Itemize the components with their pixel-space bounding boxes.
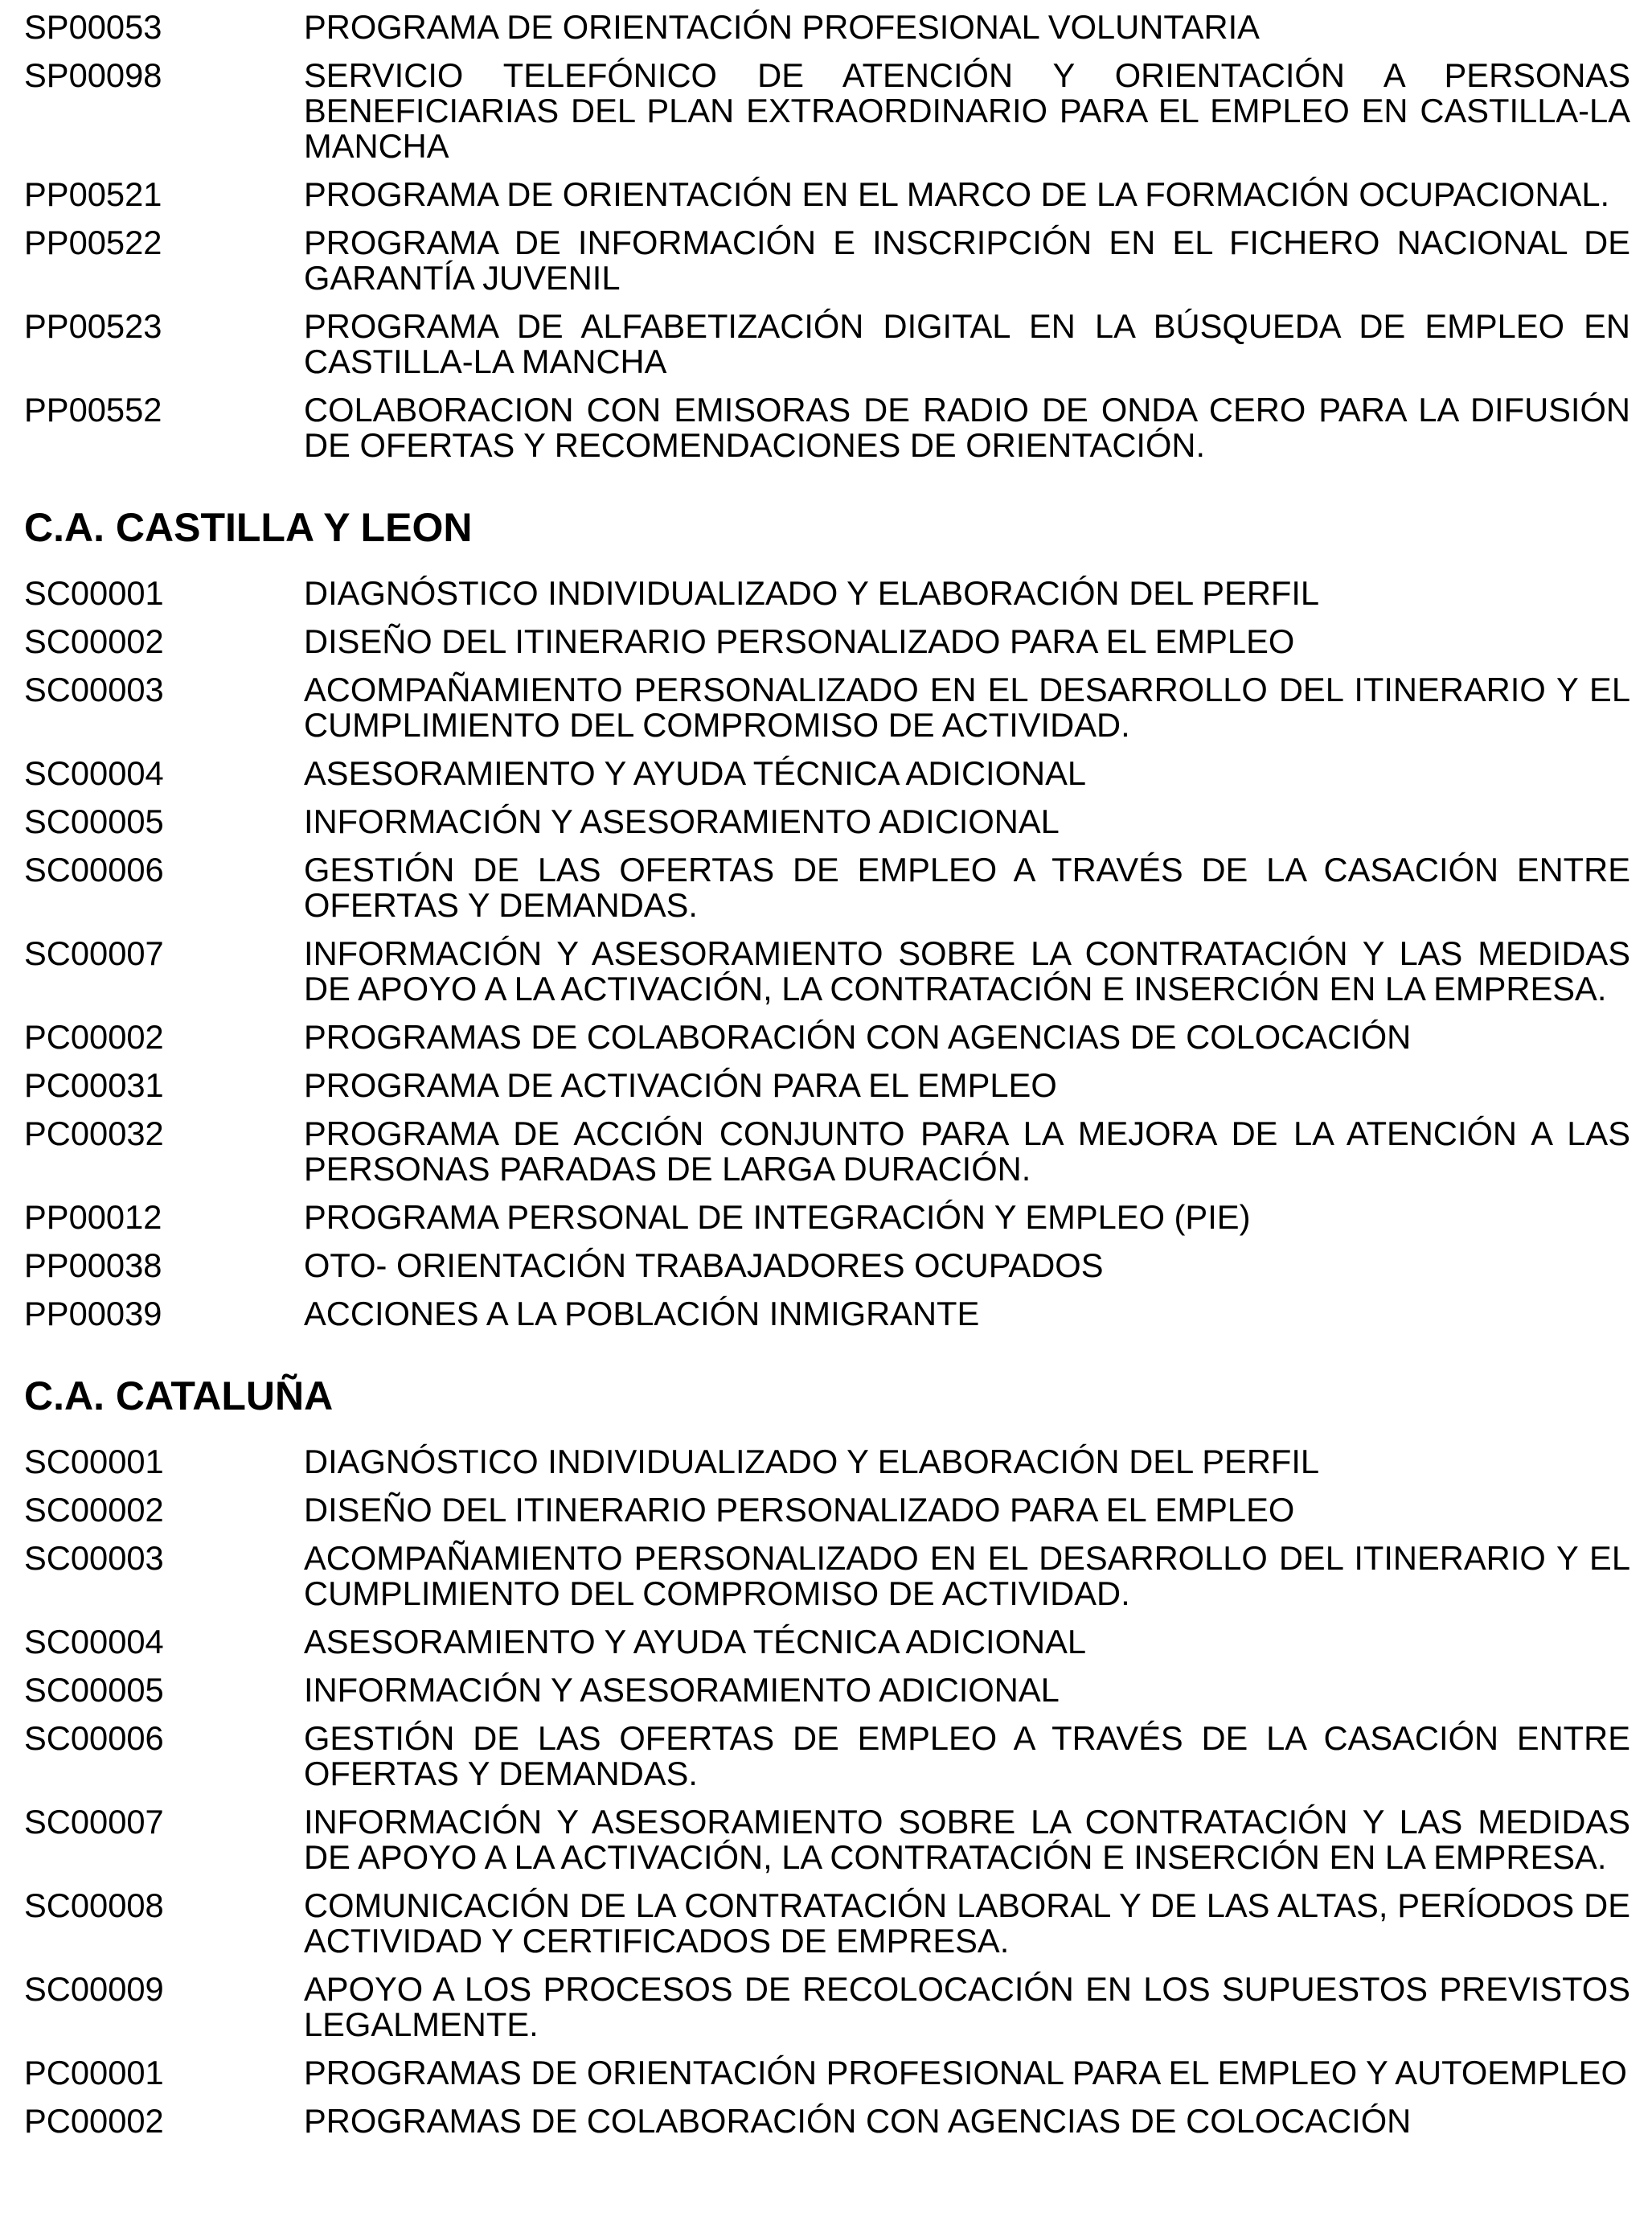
program-code: SP00098: [24, 56, 162, 94]
program-description: PROGRAMA DE ORIENTACIÓN EN EL MARCO DE LA FORMACIÓN OCUPACIONAL.: [304, 175, 1610, 213]
region-heading: C.A. CASTILLA Y LEON: [24, 505, 473, 550]
program-entries: [24, 576, 1652, 1332]
program-code: SC00004: [24, 1623, 164, 1660]
program-entry: [24, 392, 1652, 463]
program-entries: [24, 1444, 1652, 2139]
program-entry: [24, 1972, 1652, 2042]
program-entry: [24, 1541, 1652, 1611]
program-code: SC00005: [24, 802, 164, 840]
program-entries: [24, 10, 1652, 463]
program-code: PC00002: [24, 2102, 164, 2140]
program-code: PC00032: [24, 1114, 164, 1152]
program-description: COMUNICACIÓN DE LA CONTRATACIÓN LABORAL Y DE LAS ALTAS, PERÍODOS DE ACTIVIDAD Y CERTIFICADOS DE EMPRESA.: [304, 1886, 1630, 1960]
program-description: ASESORAMIENTO Y AYUDA TÉCNICA ADICIONAL: [304, 754, 1087, 792]
program-entry: [24, 2055, 1652, 2091]
program-entry: [24, 1624, 1652, 1660]
program-entry: [24, 1721, 1652, 1792]
program-code: SC00006: [24, 1719, 164, 1757]
program-description: PROGRAMAS DE COLABORACIÓN CON AGENCIAS DE COLOCACIÓN: [304, 1018, 1412, 1056]
program-description: DIAGNÓSTICO INDIVIDUALIZADO Y ELABORACIÓN DEL PERFIL: [304, 574, 1320, 612]
program-description: PROGRAMA PERSONAL DE INTEGRACIÓN Y EMPLEO (PIE): [304, 1198, 1251, 1236]
program-code: SC00007: [24, 934, 164, 972]
program-description: GESTIÓN DE LAS OFERTAS DE EMPLEO A TRAVÉS DE LA CASACIÓN ENTRE OFERTAS Y DEMANDAS.: [304, 1719, 1630, 1792]
program-description: COLABORACION CON EMISORAS DE RADIO DE ONDA CERO PARA LA DIFUSIÓN DE OFERTAS Y RECOMENDACIONES DE ORIENTACIÓN.: [304, 391, 1630, 464]
program-code: PC00002: [24, 1018, 164, 1056]
program-code: SC00003: [24, 1539, 164, 1577]
program-description: OTO- ORIENTACIÓN TRABAJADORES OCUPADOS: [304, 1246, 1104, 1284]
program-entry: [24, 1296, 1652, 1332]
region-heading: C.A. CATALUÑA: [24, 1373, 334, 1418]
program-description: INFORMACIÓN Y ASESORAMIENTO SOBRE LA CONTRATACIÓN Y LAS MEDIDAS DE APOYO A LA ACTIVACIÓN, LA CONTRATACIÓN E INSERCIÓN EN LA EMPRESA.: [304, 1803, 1630, 1876]
program-description: PROGRAMA DE INFORMACIÓN E INSCRIPCIÓN EN EL FICHERO NACIONAL DE GARANTÍA JUVENIL: [304, 224, 1630, 297]
region-section: [24, 505, 1652, 1332]
program-description: PROGRAMA DE ALFABETIZACIÓN DIGITAL EN LA BÚSQUEDA DE EMPLEO EN CASTILLA-LA MANCHA: [304, 307, 1630, 380]
program-code: SP00053: [24, 8, 162, 46]
program-entry: [24, 2104, 1652, 2139]
program-description: PROGRAMAS DE ORIENTACIÓN PROFESIONAL PARA EL EMPLEO Y AUTOEMPLEO: [304, 2054, 1627, 2091]
program-entry: [24, 1492, 1652, 1528]
program-code: PC00031: [24, 1066, 164, 1104]
program-entry: [24, 10, 1652, 45]
program-entry: [24, 1116, 1652, 1187]
program-code: PP00522: [24, 224, 162, 261]
program-code: PP00523: [24, 307, 162, 345]
program-description: GESTIÓN DE LAS OFERTAS DE EMPLEO A TRAVÉS DE LA CASACIÓN ENTRE OFERTAS Y DEMANDAS.: [304, 851, 1630, 924]
program-entry: [24, 756, 1652, 791]
program-description: ACCIONES A LA POBLACIÓN INMIGRANTE: [304, 1295, 980, 1332]
program-description: DISEÑO DEL ITINERARIO PERSONALIZADO PARA EL EMPLEO: [304, 1491, 1295, 1529]
program-description: INFORMACIÓN Y ASESORAMIENTO ADICIONAL: [304, 802, 1060, 840]
program-entry: [24, 624, 1652, 659]
program-code: PP00552: [24, 391, 162, 429]
program-entry: [24, 672, 1652, 743]
program-description: INFORMACIÓN Y ASESORAMIENTO SOBRE LA CONTRATACIÓN Y LAS MEDIDAS DE APOYO A LA ACTIVACIÓN, LA CONTRATACIÓN E INSERCIÓN EN LA EMPRESA.: [304, 934, 1630, 1008]
program-description: PROGRAMA DE ORIENTACIÓN PROFESIONAL VOLUNTARIA: [304, 8, 1260, 46]
program-description: INFORMACIÓN Y ASESORAMIENTO ADICIONAL: [304, 1671, 1060, 1709]
program-entry: [24, 1068, 1652, 1103]
program-entry: [24, 309, 1652, 380]
program-entry: [24, 1248, 1652, 1283]
program-entry: [24, 1020, 1652, 1055]
program-description: PROGRAMA DE ACCIÓN CONJUNTO PARA LA MEJORA DE LA ATENCIÓN A LAS PERSONAS PARADAS DE LARGA DURACIÓN.: [304, 1114, 1630, 1188]
program-listing: [24, 10, 1652, 2139]
program-description: DISEÑO DEL ITINERARIO PERSONALIZADO PARA EL EMPLEO: [304, 622, 1295, 660]
program-entry: [24, 1444, 1652, 1480]
program-entry: [24, 58, 1652, 164]
program-code: SC00001: [24, 1443, 164, 1480]
program-code: SC00002: [24, 1491, 164, 1529]
program-entry: [24, 1673, 1652, 1708]
program-description: ASESORAMIENTO Y AYUDA TÉCNICA ADICIONAL: [304, 1623, 1087, 1660]
program-description: DIAGNÓSTICO INDIVIDUALIZADO Y ELABORACIÓN DEL PERFIL: [304, 1443, 1320, 1480]
program-code: SC00009: [24, 1970, 164, 2008]
program-code: SC00007: [24, 1803, 164, 1841]
program-description: PROGRAMA DE ACTIVACIÓN PARA EL EMPLEO: [304, 1066, 1057, 1104]
program-entry: [24, 177, 1652, 212]
program-entry: [24, 936, 1652, 1007]
program-code: SC00001: [24, 574, 164, 612]
program-entry: [24, 852, 1652, 923]
program-code: SC00004: [24, 754, 164, 792]
program-code: SC00003: [24, 671, 164, 708]
program-entry: [24, 1804, 1652, 1875]
program-code: PP00039: [24, 1295, 162, 1332]
region-section: [24, 10, 1652, 463]
program-description: APOYO A LOS PROCESOS DE RECOLOCACIÓN EN LOS SUPUESTOS PREVISTOS LEGALMENTE.: [304, 1970, 1630, 2043]
program-entry: [24, 576, 1652, 611]
program-entry: [24, 804, 1652, 839]
program-code: SC00002: [24, 622, 164, 660]
program-code: SC00005: [24, 1671, 164, 1709]
program-description: ACOMPAÑAMIENTO PERSONALIZADO EN EL DESARROLLO DEL ITINERARIO Y EL CUMPLIMIENTO DEL COMPROMISO DE ACTIVIDAD.: [304, 1539, 1630, 1612]
region-section: [24, 1373, 1652, 2139]
program-code: PP00012: [24, 1198, 162, 1236]
program-entry: [24, 1200, 1652, 1235]
program-code: PC00001: [24, 2054, 164, 2091]
program-description: PROGRAMAS DE COLABORACIÓN CON AGENCIAS DE COLOCACIÓN: [304, 2102, 1412, 2140]
program-code: PP00038: [24, 1246, 162, 1284]
program-description: SERVICIO TELEFÓNICO DE ATENCIÓN Y ORIENTACIÓN A PERSONAS BENEFICIARIAS DEL PLAN EXTRAORDINARIO PARA EL EMPLEO EN CASTILLA-LA MANCHA: [304, 56, 1630, 165]
program-entry: [24, 1888, 1652, 1959]
program-description: ACOMPAÑAMIENTO PERSONALIZADO EN EL DESARROLLO DEL ITINERARIO Y EL CUMPLIMIENTO DEL COMPROMISO DE ACTIVIDAD.: [304, 671, 1630, 744]
program-code: SC00006: [24, 851, 164, 889]
program-code: PP00521: [24, 175, 162, 213]
program-code: SC00008: [24, 1886, 164, 1924]
program-entry: [24, 225, 1652, 296]
